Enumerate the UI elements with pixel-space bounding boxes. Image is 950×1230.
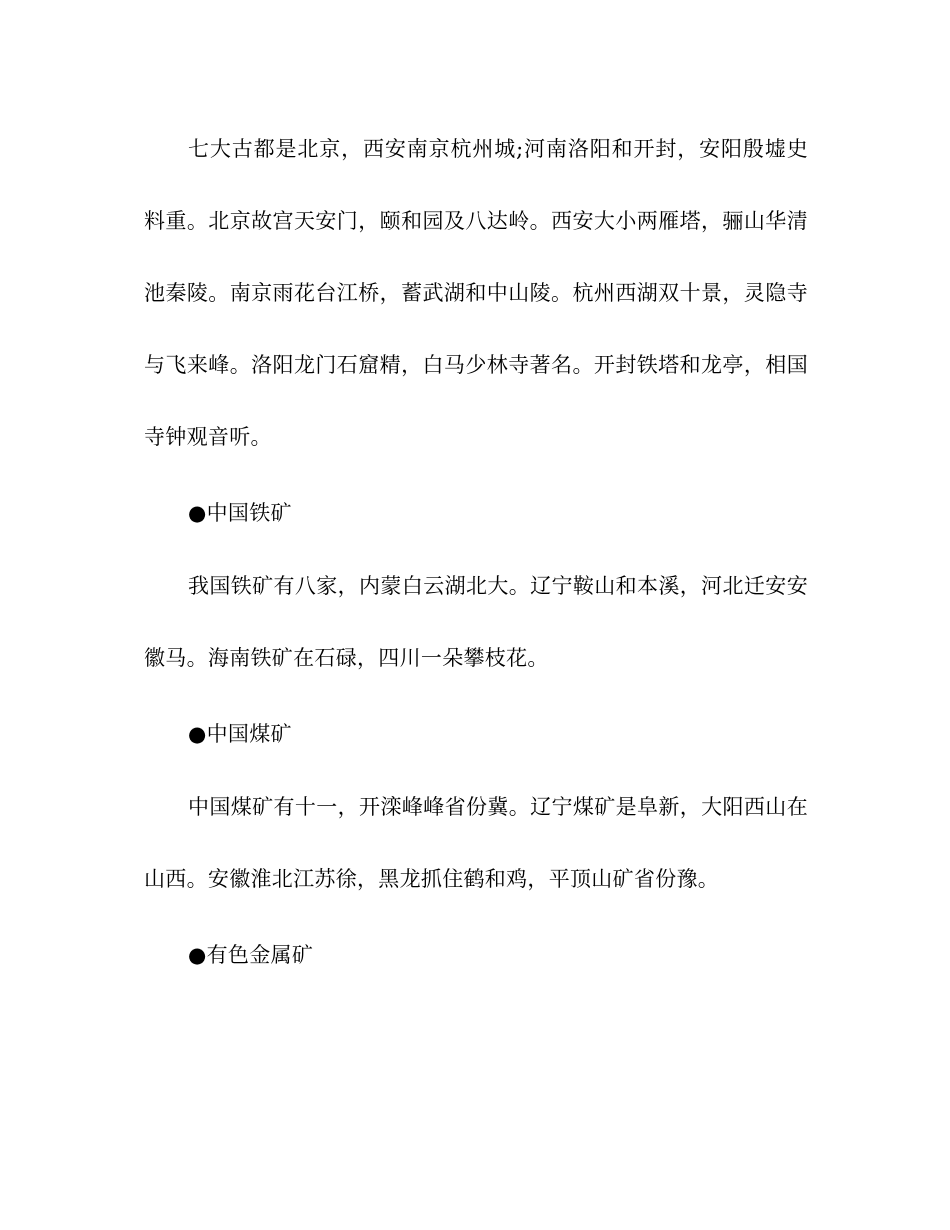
heading-iron-mines: ●中国铁矿	[188, 501, 292, 525]
paragraph-coal-mines: 中国煤矿有十一，开滦峰峰省份冀。辽宁煤矿是阜新，大阳西山在山西。安徽淮北江苏徐，黑龙抓住鹤和鸡，平顶山矿省份豫。	[144, 795, 808, 891]
document-body	[144, 128, 808, 968]
paragraph-iron-mines: 我国铁矿有八家，内蒙白云湖北大。辽宁鞍山和本溪，河北迁安安徽马。海南铁矿在石碌，四川一朵攀枝花。	[144, 574, 808, 670]
heading-nonferrous-metal-mines: ●有色金属矿	[188, 943, 314, 967]
heading-coal-mines: ●中国煤矿	[188, 722, 292, 746]
paragraph-ancient-capitals: 七大古都是北京，西安南京杭州城;河南洛阳和开封，安阳殷墟史料重。北京故宫天安门，颐和园及八达岭。西安大小两雁塔，骊山华清池秦陵。南京雨花台江桥，蓄武湖和中山陵。杭州西湖双十景，灵隐寺与飞来峰。洛阳龙门石窟精，白马少林寺著名。开封铁塔和龙亭，相国寺钟观音听。	[144, 137, 808, 449]
